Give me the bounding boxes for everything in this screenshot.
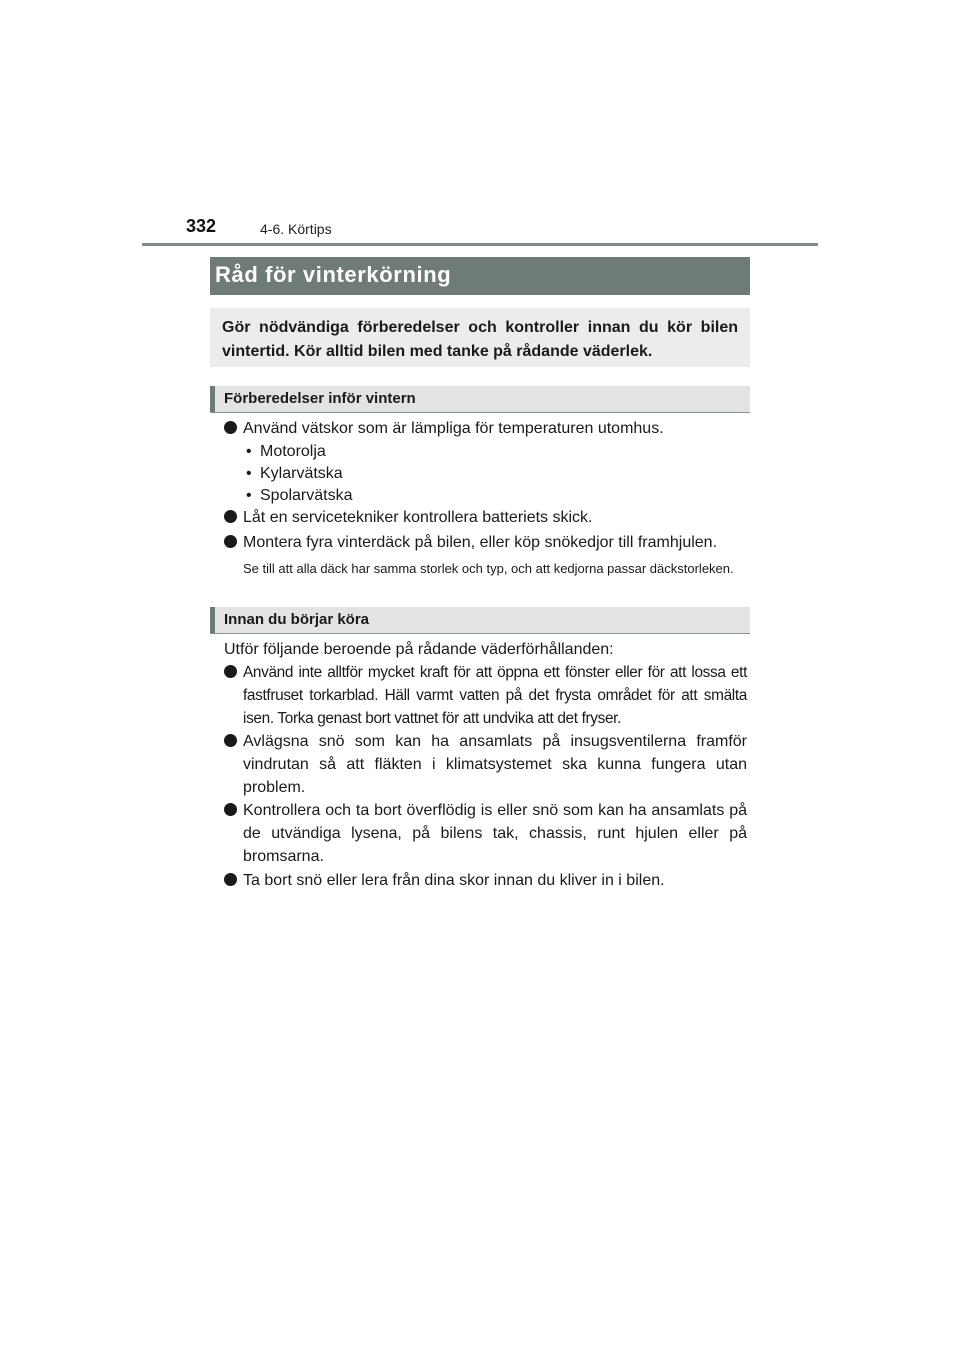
subheading-preparations (210, 386, 750, 413)
header-rule (142, 243, 818, 246)
bullet-icon (224, 510, 237, 523)
sub-list-item-text: Kylarvätska (260, 465, 343, 482)
intro-box: Gör nödvändiga förberedelser och kontroller innan du kör bilen vintertid. Kör alltid bilen med tanke på rådande väderlek. (210, 308, 750, 367)
dot-bullet-icon: • (246, 465, 252, 482)
list-item-text: Kontrollera och ta bort överflödig is eller snö som kan ha ansamlats på de utvändiga lysena, på bilens tak, chassis, runt hjulen eller på bromsarna. (243, 802, 747, 865)
sub-list-item-text: Spolarvätska (260, 487, 353, 504)
page-title: Råd för vinterkörning (215, 262, 452, 287)
list-item (224, 662, 747, 730)
subheading-before-driving-label: Innan du börjar köra (224, 611, 370, 628)
list-item (224, 532, 747, 555)
subheading-before-driving (210, 607, 750, 634)
list-item (224, 418, 747, 441)
list-item-text: Avlägsna snö som kan ha ansamlats på insugsventilerna framför vindrutan så att fläkten i klimatsystemet ska kunna fungera utan problem. (243, 733, 747, 796)
page-title-bar (210, 257, 750, 295)
sub-list-item-text: Motorolja (260, 443, 326, 460)
dot-bullet-icon: • (246, 487, 252, 504)
subheading-preparations-label: Förberedelser inför vintern (224, 390, 416, 407)
page-number: 332 (186, 216, 217, 236)
list-item-text: Montera fyra vinterdäck på bilen, eller köp snökedjor till framhjulen. (243, 534, 718, 551)
sub-list-item (246, 464, 343, 484)
note-text: Se till att alla däck har samma storlek och typ, och att kedjorna passar däckstorleken. (243, 561, 734, 576)
bullet-icon (224, 734, 237, 747)
list-item (224, 507, 747, 530)
bullet-icon (224, 535, 237, 548)
section-label: 4-6. Körtips (260, 221, 332, 237)
dot-bullet-icon: • (246, 443, 252, 460)
list-item (224, 870, 747, 893)
bullet-icon (224, 803, 237, 816)
list-item (224, 800, 747, 868)
lead-text: Utför följande beroende på rådande väderförhållanden: (224, 641, 614, 658)
sub-list-item (246, 442, 326, 462)
bullet-icon (224, 665, 237, 678)
sub-list-item (246, 486, 353, 506)
list-item-text: Ta bort snö eller lera från dina skor innan du kliver in i bilen. (243, 872, 665, 889)
list-item-text: Låt en servicetekniker kontrollera batteriets skick. (243, 509, 593, 526)
list-item-text: Använd vätskor som är lämpliga för temperaturen utomhus. (243, 420, 664, 437)
bullet-icon (224, 421, 237, 434)
list-item-text: Använd inte alltför mycket kraft för att öppna ett fönster eller för att lossa ett fastfruset torkarblad. Häll varmt vatten på det frysta området för att smälta isen. Torka genast bort vattnet för att undvika att det fryser. (243, 664, 747, 727)
bullet-icon (224, 873, 237, 886)
list-item (224, 731, 747, 799)
